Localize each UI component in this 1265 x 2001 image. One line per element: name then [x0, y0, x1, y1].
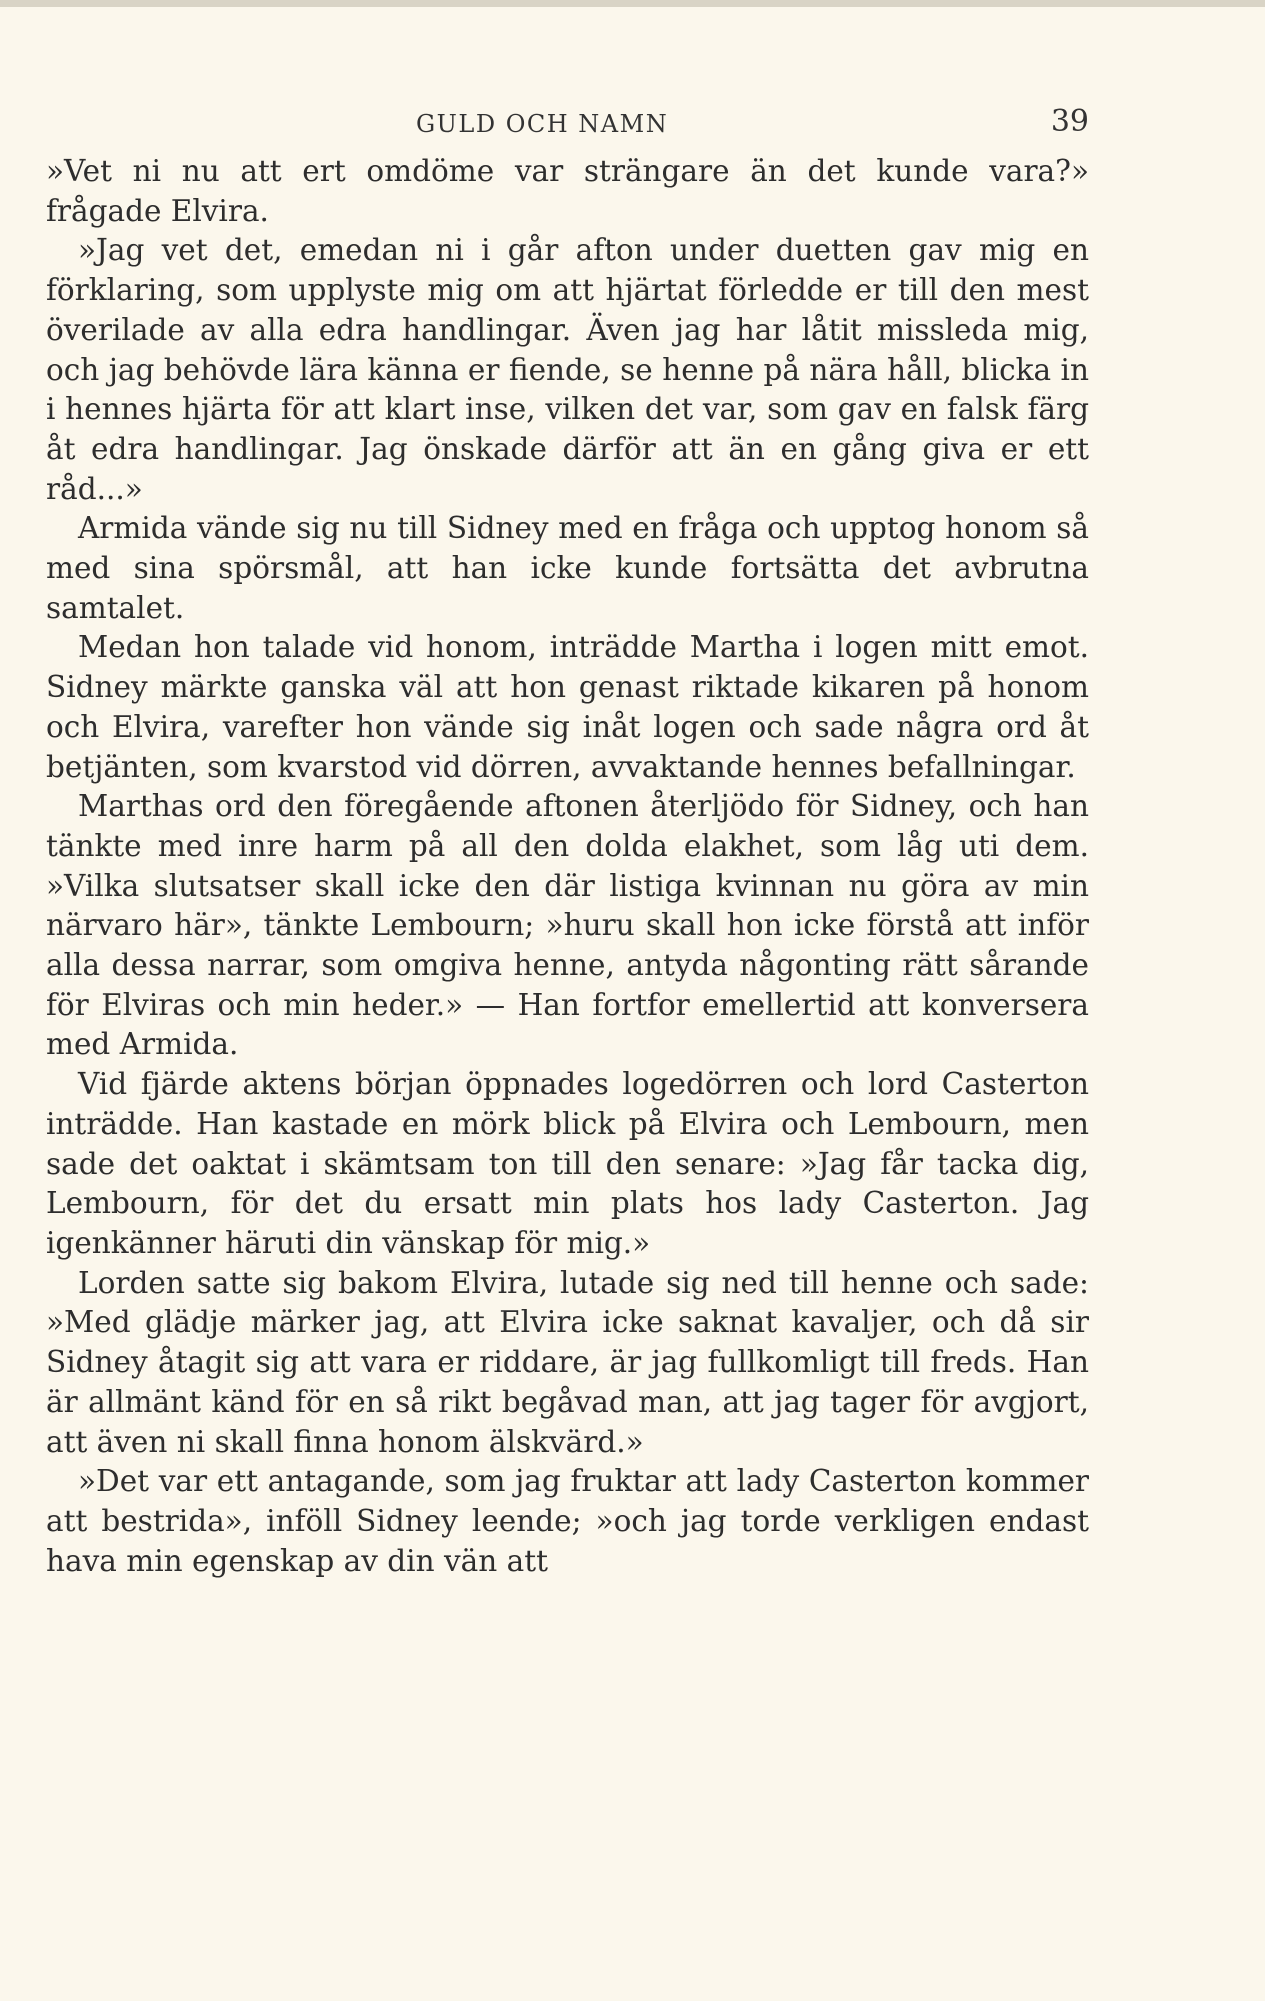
paragraph: »Det var ett antagande, som jag fruktar att lady Casterton kommer att bestrida», inföll Sidney leende; »och jag torde verkligen endast hava min egenskap av din vän att — [46, 1464, 1089, 1578]
running-header — [46, 104, 1089, 144]
page-top-edge — [0, 0, 1265, 7]
paragraph: Vid fjärde aktens början öppnades logedörren och lord Casterton inträdde. Han kastade en mörk blick på Elvira och Lembourn, men sade det oaktat i skämtsam ton till den senare: »Jag får tacka dig, Lembourn, för det du ersatt min plats hos lady Casterton. Jag igenkänner häruti din vänskap för mig.» — [46, 1067, 1089, 1260]
paragraph: »Vet ni nu att ert omdöme var strängare än det kunde vara?» frågade Elvira. — [46, 154, 1089, 228]
paragraph: Lorden satte sig bakom Elvira, lutade sig ned till henne och sade: »Med glädje märker jag, att Elvira icke saknat kavaljer, och då sir Sidney åtagit sig att vara er riddare, är jag fullkomligt till freds. Han är allmänt känd för en så rikt begåvad man, att jag tager för avgjort, att även ni skall finna honom älskvärd.» — [46, 1265, 1089, 1459]
paragraph: »Jag vet det, emedan ni i går afton under duetten gav mig en förklaring, som upplyste mig om att hjärtat förledde er till den mest överilade av alla edra handlingar. Även jag har låtit missleda mig, och jag behövde lära känna er fiende, se henne på nära håll, blicka in i hennes hjärta för att klart inse, vilken det var, som gav en falsk färg åt edra handlingar. Jag önskade därför att än en gång giva er ett råd...» — [46, 233, 1089, 506]
paragraph: Armida vände sig nu till Sidney med en fråga och upptog honom så med sina spörsmål, att han icke kunde fortsätta det avbrutna samtalet. — [46, 511, 1089, 625]
page-number: 39 — [1050, 104, 1089, 139]
running-title: GULD OCH NAMN — [416, 110, 669, 138]
body-text — [46, 152, 1089, 1581]
paragraph: Medan hon talade vid honom, inträdde Martha i logen mitt emot. Sidney märkte ganska väl att hon genast riktade kikaren på honom och Elvira, varefter hon vände sig inåt logen och sade några ord åt betjänten, som kvarstod vid dörren, avvaktande hennes befallningar. — [46, 630, 1089, 784]
paragraph: Marthas ord den föregående aftonen återljödo för Sidney, och han tänkte med inre harm på all den dolda elakhet, som låg uti dem. »Vilka slutsatser skall icke den där listiga kvinnan nu göra av min närvaro här», tänkte Lembourn; »huru skall hon icke förstå att inför alla dessa narrar, som omgiva henne, antyda någonting rätt sårande för Elviras och min heder.» — Han fortfor emellertid att konversera med Armida. — [46, 789, 1089, 1062]
